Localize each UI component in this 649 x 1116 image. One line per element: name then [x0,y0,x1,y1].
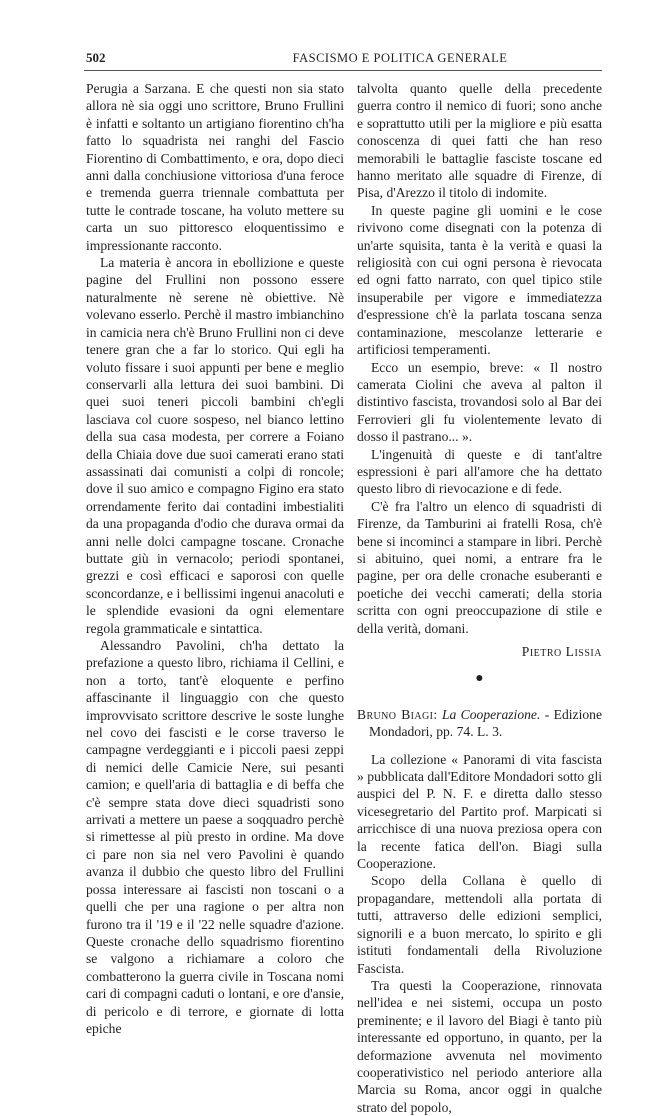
left-column [86,80,344,1037]
header-rule [84,70,602,71]
paragraph: Ecco un esempio, breve: « Il nostro camerata Ciolini che aveva al palton il distintivo fascista, trovandosi solo al Bar dei Ferrovieri gli fu violentemente levato di dosso il pastrano... ». [357,359,602,445]
paragraph: Tra questi la Cooperazione, rinnovata nell'idea e nei sistemi, occupa un posto preminente; e il lavoro del Biagi è tanto più interessante ed opportuno, in quanto, per la deformazione avvenuta nel movimento cooperativistico nel periodo anteriore alla Marcia su Roma, ancor oggi in qualche strato del popolo, [357,977,602,1115]
running-title: FASCISMO E POLITICA GENERALE [292,51,508,65]
review-title: La Cooperazione. [441,706,541,722]
paragraph: L'ingenuità di queste e di tant'altre espressioni è pari all'amore che ha dettato questo libro di rievocazione e di fede. [357,446,602,497]
paragraph: La materia è ancora in ebollizione e queste pagine del Frullini non possono essere naturalmente nè serene nè obiettive. Nè volevano esserlo. Perchè il mastro imbianchino in camicia nera ch'è Bruno Frullini non ci deve tenere gran che a far lo storico. Qui egli ha voluto fissare i suoi appunti per bene e meglio conservarli alla lettura dei suoi bambini. Di quei suoi teneri piccoli bambini ch'egli lasciava col cuore sospeso, nel bianco lettino della sua casa modesta, per correre a Foiano della Chiaia dove due suoi camerati erano stati assassinati dai comunisti a colpi di roncole; dove il suo amico e compagno Figino era stato orrendamente ferito dai contadini imbestialiti da una propaganda d'odio che durava ormai da anni nelle dolci campagne toscane. Cronache buttate giù in vernacolo; periodi spontanei, grezzi e così efficaci e saporosi con quelle sconcordanze, e i bellissimi ingenui anacoluti e le splendide evasioni da ogni elementare regola grammaticale e sintattica. [86,255,344,636]
paragraph: La collezione « Panorami di vita fascista » pubblicata dall'Editore Mondadori sotto gli auspici del P. N. F. e diretta dallo stesso vicesegretario del Partito prof. Marpicati si arricchisce di una nuova preziosa opera con la recente fatica dell'on. Biagi sulla Cooperazione. [357,751,602,872]
paragraph: C'è fra l'altro un elenco di squadristi di Firenze, da Tamburini ai fratelli Rosa, ch'è bene si incominci a stampare in libri. Perchè si abituino, quei nomi, a entrare fra le pagine, per ora delle cronache esuberanti e poetiche dei vecchi camerati; della storia scritta con ogni preoccupazione di stile e della verità, domani. [357,498,602,636]
section-separator-bullet-icon: ● [475,671,484,687]
paragraph: Scopo della Collana è quello di propagandare, mettendoli alla portata di tutti, attraverso delle edizioni semplici, signorili e a buon mercato, lo spirito e gli istituti fondamentali della Rivoluzione Fascista. [357,873,602,976]
paragraph: In queste pagine gli uomini e le cose rivivono come disegnati con la potenza di un'arte squisita, tanta è la verità e quasi la religiosità con cui ogni persona è rievocata ed ogni fatto narrato, con quel tipico stile insuperabile per vigore e immediatezza d'espressione ch'è la parlata toscana senza contaminazione, mescolanze letterarie e artificiosi temperamenti. [357,202,602,358]
signature: Pietro Lissia [521,644,602,659]
review-author: Bruno Biagi: [357,706,438,722]
right-column [357,80,602,1116]
page-number: 502 [86,50,106,65]
paragraph: Perugia a Sarzana. E che questi non sia stato allora nè sia oggi uno scrittore, Bruno Frullini è infatti e soltanto un artigiano fiorentino ch'ha fatto lo squadrista nei ranghi del Fascio Fiorentino di Combattimento, e ora, dopo dieci anni dalla conchiusione vittoriosa d'una feroce e tremenda guerra triennale combattuta per tutte le contrade toscane, ha voluto mettere su carta un suo pittoresco eloquentissimo e impressionante racconto. [86,81,344,253]
review-heading [357,706,602,741]
paragraph: talvolta quanto quelle della precedente guerra contro il nemico di fuori; sono anche e soprattutto utili per la migliore e più esatta conoscenza di quei fatti che han reso memorabili le battaglie fasciste toscane ed hanno meritato alle squadre di Firenze, di Pisa, d'Arezzo il titolo di indomite. [357,81,602,201]
paragraph: Alessandro Pavolini, ch'ha dettato la prefazione a questo libro, richiama il Cellini, e non a torto, tant'è eloquente e perfino affascinante il linguaggio con che questo improvvisato scrittore descrive le soste lunghe nel covo dei fascisti e le corse traverso le campagne verdeggianti e i piccoli paesi zeppi di nemici delle Camicie Nere, sui pesanti camion; e quell'aria di battaglia e di beffa che c'è sempre stata dove dieci squadristi sono arrivati a mettere un paese a soqquadro perchè si rimettesse al più presto in ordine. Ma dove ci pare non sia nel vero Pavolini è quando avanza il dubbio che questo libro del Frullini possa interessare ai fascisti non toscani o a quelli che per una ragione o per altra non furono tra il '19 e il '22 nelle squadre d'azione. Queste cronache dello squadrismo fiorentino se valgono a richiamare a coloro che combatterono la guerra civile in Toscana nomi cari di compagni caduti o lontani, e ore d'ansie, di pericolo e di terrore, e giornate di lotta epiche [86,638,344,1036]
review-details: - Edizione Mondadori, pp. 74. L. 3. [369,706,602,740]
